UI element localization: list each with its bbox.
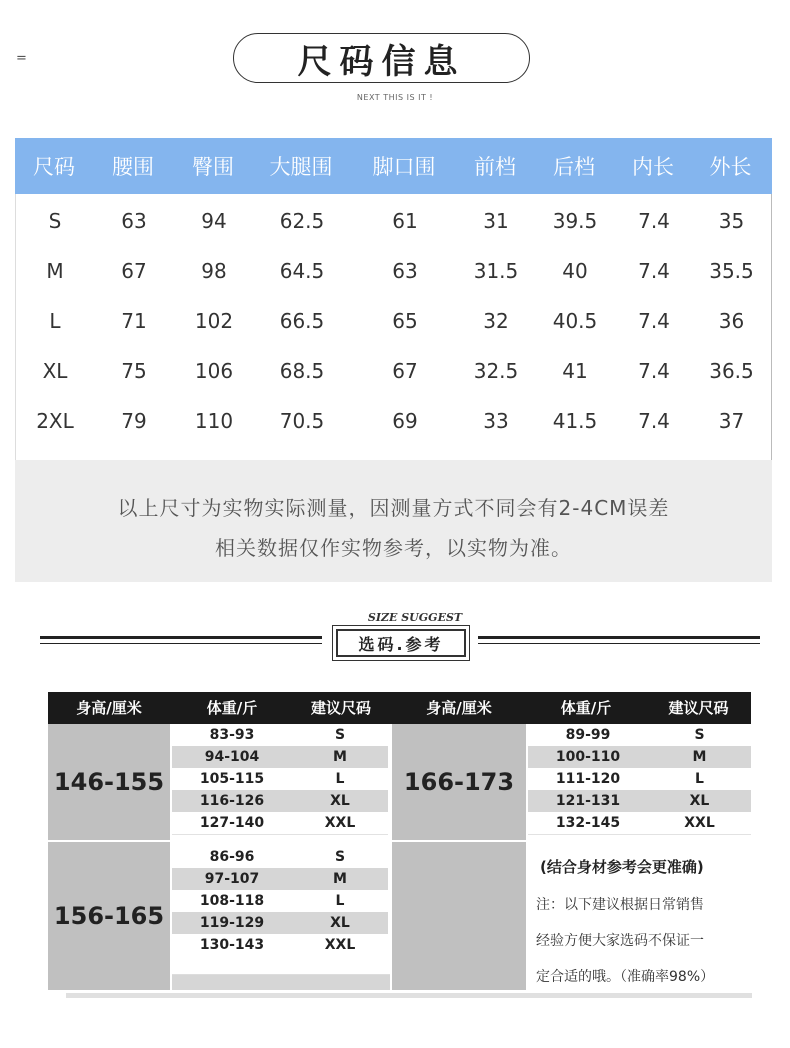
size-header-cell: 后档 <box>553 155 595 179</box>
weight-range: 100-110 <box>555 749 621 765</box>
suggested-size: XXL <box>324 937 356 953</box>
menu-icon: = <box>16 51 27 66</box>
size-cell: 69 <box>392 409 418 433</box>
suggest-row <box>172 790 388 813</box>
size-header-cell: 内长 <box>632 155 674 179</box>
size-cell: 32.5 <box>473 359 519 383</box>
weight-range: 116-126 <box>199 793 265 809</box>
size-cell: 98 <box>201 259 227 283</box>
size-table-row <box>16 206 773 236</box>
size-header-cell: 尺码 <box>33 155 75 179</box>
size-header-cell: 腰围 <box>112 155 154 179</box>
size-cell: 7.4 <box>638 259 670 283</box>
size-header-cell: 前档 <box>474 155 516 179</box>
size-cell: 102 <box>194 309 234 333</box>
remark-line-1: 注：以下建议根据日常销售 <box>536 897 704 913</box>
suggest-row <box>172 934 388 957</box>
size-cell: 71 <box>121 309 147 333</box>
size-cell: 35 <box>718 209 745 233</box>
height-cell-156-165: 156-165 <box>48 842 170 990</box>
suggest-row <box>172 868 388 891</box>
size-cell: 67 <box>121 259 147 283</box>
size-cell: 2XL <box>36 409 74 433</box>
header-weight-1: 体重/斤 <box>206 699 258 717</box>
size-cell: 36.5 <box>709 359 754 383</box>
header-weight-2: 体重/斤 <box>560 699 612 717</box>
size-cell: 32 <box>483 309 509 333</box>
header-height-1: 身高/厘米 <box>76 699 142 717</box>
suggest-row <box>528 746 751 769</box>
suggested-size: XXL <box>684 815 715 831</box>
size-header-cell: 外长 <box>709 155 752 179</box>
header-size-2: 建议尺码 <box>668 699 729 717</box>
size-cell: 65 <box>392 309 418 333</box>
size-cell: XL <box>42 359 68 383</box>
suggested-size: L <box>335 893 345 909</box>
weight-range: 119-129 <box>199 915 265 931</box>
weight-range: 86-96 <box>209 849 255 865</box>
size-cell: L <box>49 309 61 333</box>
empty-row <box>172 956 390 975</box>
size-cell: 31 <box>483 209 509 233</box>
suggested-size: XL <box>330 793 350 809</box>
banner-rule-left-thin <box>40 643 322 644</box>
weight-range: 130-143 <box>199 937 265 953</box>
suggested-size: M <box>333 871 347 887</box>
size-table-row <box>16 306 773 336</box>
size-table-row <box>16 356 773 386</box>
weight-range: 83-93 <box>209 727 255 743</box>
size-header-cell: 脚口围 <box>372 155 436 179</box>
suggested-size: L <box>335 771 345 787</box>
size-cell: 37 <box>718 409 745 433</box>
blank-height-cell <box>392 842 526 990</box>
suggest-row <box>172 890 388 913</box>
size-cell: 62.5 <box>279 209 325 233</box>
size-cell: 63 <box>121 209 147 233</box>
size-cell: 33 <box>483 409 509 433</box>
size-cell: 7.4 <box>638 209 670 233</box>
header-size-1: 建议尺码 <box>310 699 371 717</box>
size-header-cell: 臀围 <box>192 155 234 179</box>
size-cell: 66.5 <box>279 309 325 333</box>
weight-range: 94-104 <box>204 749 260 765</box>
size-cell: 70.5 <box>279 409 325 433</box>
suggest-row <box>172 812 388 835</box>
size-cell: 75 <box>121 359 147 383</box>
empty-row-alt <box>172 975 390 990</box>
size-cell: 31.5 <box>473 259 519 283</box>
group-divider <box>48 840 751 842</box>
suggest-row <box>172 746 388 769</box>
size-cell: 106 <box>194 359 234 383</box>
size-cell: 64.5 <box>279 259 325 283</box>
table-shadow <box>66 993 752 998</box>
size-cell: S <box>48 209 62 233</box>
note-line-2: 相关数据仅作实物参考，以实物为准。 <box>215 536 572 560</box>
suggest-row <box>172 724 388 747</box>
size-cell: M <box>46 259 64 283</box>
size-table-row <box>16 256 773 286</box>
suggested-size: S <box>334 849 346 865</box>
size-cell: 7.4 <box>638 409 670 433</box>
suggest-row <box>528 812 751 835</box>
size-table-header <box>15 138 772 194</box>
size-cell: 67 <box>392 359 418 383</box>
suggested-size: M <box>692 749 707 765</box>
size-cell: 41.5 <box>552 409 598 433</box>
suggested-size: XL <box>689 793 710 809</box>
suggest-table-header <box>48 692 751 724</box>
weight-range: 132-145 <box>555 815 621 831</box>
suggest-row <box>528 768 751 791</box>
size-header-cell: 大腿围 <box>269 155 333 179</box>
note-line-1: 以上尺寸为实物实际测量，因测量方式不同会有2-4CM误差 <box>117 496 670 520</box>
weight-range: 111-120 <box>555 771 621 787</box>
suggested-size: S <box>694 727 705 743</box>
weight-range: 105-115 <box>199 771 265 787</box>
suggest-row <box>172 846 388 869</box>
weight-range: 127-140 <box>199 815 265 831</box>
banner-rule-left <box>40 636 322 639</box>
page-title: 尺码信息 <box>297 41 466 82</box>
suggested-size: XL <box>330 915 350 931</box>
size-cell: 63 <box>392 259 418 283</box>
remark-title: (结合身材参考会更准确) <box>540 858 704 876</box>
size-cell: 7.4 <box>638 309 670 333</box>
title-pill <box>233 33 530 83</box>
weight-range: 97-107 <box>204 871 260 887</box>
size-cell: 40.5 <box>552 309 598 333</box>
size-cell: 110 <box>194 409 234 433</box>
suggest-chinese-title: 选码.参考 <box>336 629 466 657</box>
size-cell: 39.5 <box>552 209 598 233</box>
size-cell: 68.5 <box>279 359 325 383</box>
suggest-row <box>528 790 751 813</box>
banner-rule-right-thin <box>478 643 760 644</box>
suggested-size: S <box>334 727 346 743</box>
size-cell: 61 <box>392 209 418 233</box>
suggest-row <box>172 912 388 935</box>
remark-panel <box>526 842 751 990</box>
suggested-size: L <box>695 771 704 787</box>
page-subtitle: NEXT THIS IS IT ! <box>356 93 434 102</box>
banner-rule-right <box>478 636 760 639</box>
height-cell-166-173: 166-173 <box>392 724 526 840</box>
height-cell-146-155: 146-155 <box>48 724 170 840</box>
size-cell: 94 <box>201 209 227 233</box>
measurement-note <box>15 460 772 582</box>
size-cell: 79 <box>121 409 147 433</box>
weight-range: 108-118 <box>199 893 265 909</box>
suggested-size: M <box>333 749 347 765</box>
remark-line-2: 经验方便大家选码不保证一 <box>536 933 704 949</box>
weight-range: 121-131 <box>555 793 621 809</box>
size-cell: 36 <box>718 309 745 333</box>
remark-line-3: 定合适的哦。（准确率98%） <box>536 969 715 985</box>
size-cell: 40 <box>562 259 588 283</box>
size-cell: 41 <box>562 359 588 383</box>
size-cell: 35.5 <box>709 259 754 283</box>
size-table-row <box>16 406 773 436</box>
weight-range: 89-99 <box>565 727 611 743</box>
suggest-english-title: SIZE SUGGEST <box>367 611 463 624</box>
suggest-row <box>172 768 388 791</box>
size-table-body <box>15 194 772 460</box>
suggest-row <box>528 724 751 747</box>
suggested-size: XXL <box>324 815 356 831</box>
header-height-2: 身高/厘米 <box>426 699 492 717</box>
size-cell: 7.4 <box>638 359 670 383</box>
